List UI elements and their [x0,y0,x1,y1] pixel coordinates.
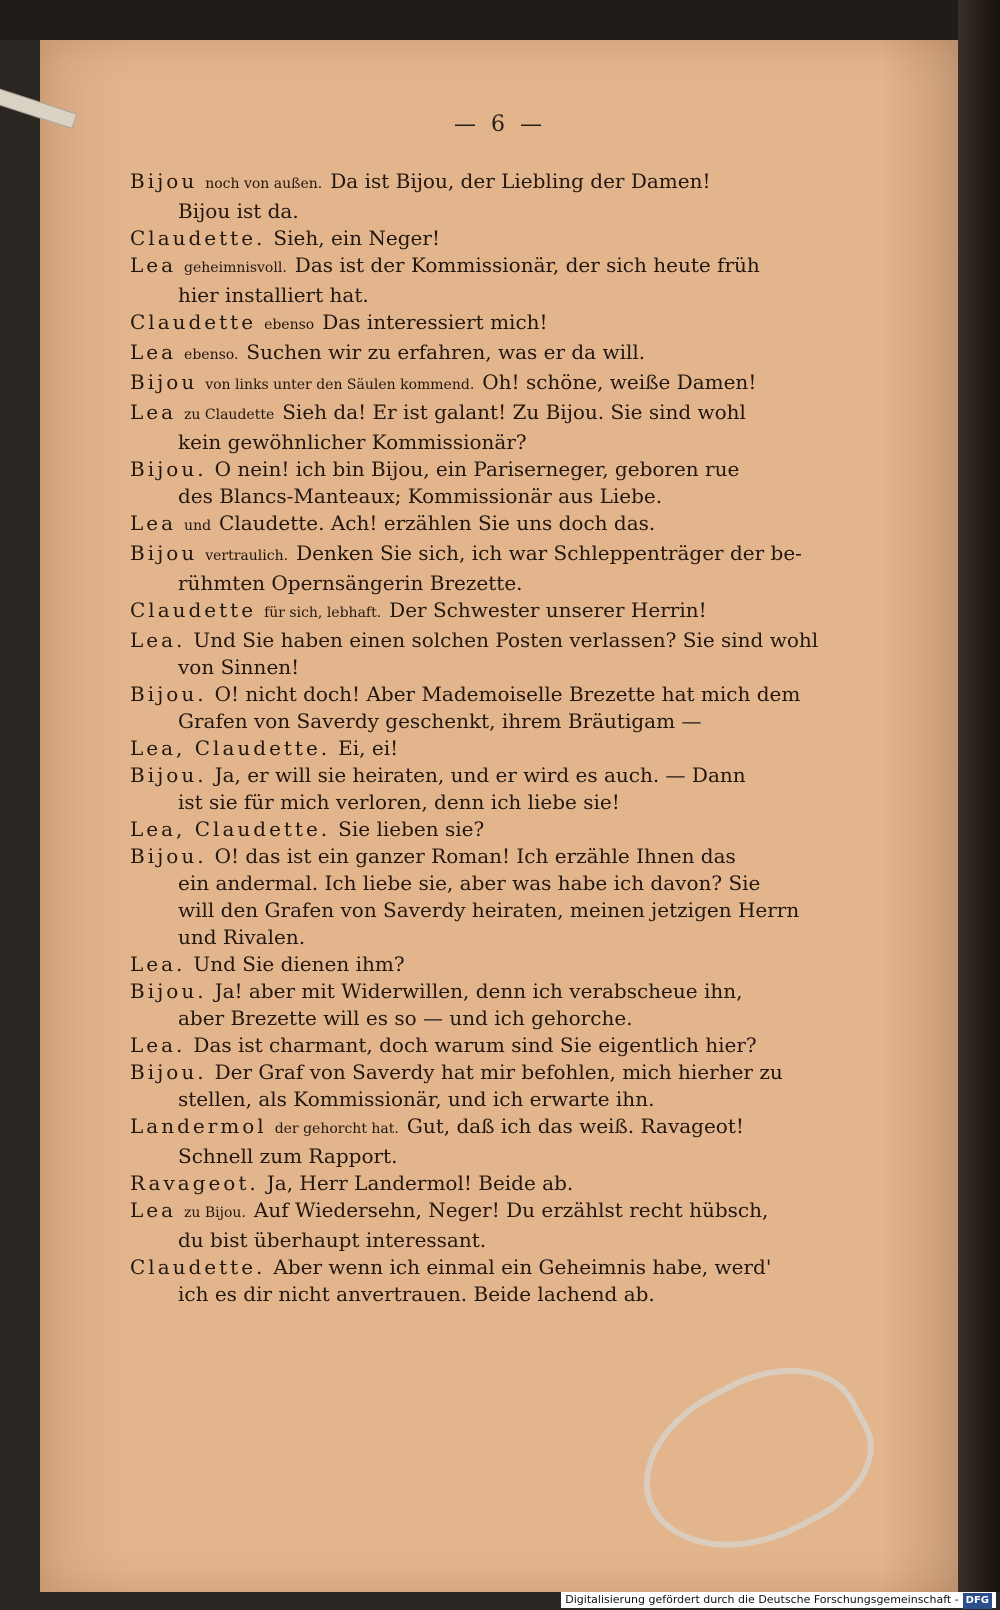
speaker-name: Lea [130,400,177,424]
line-text: des Blancs-Manteaux; Kommissionär aus Liebe. [178,484,663,508]
line-text: Sie lieben sie? [338,817,485,841]
text-line [130,1143,870,1170]
line-text: Sieh da! Er ist galant! Zu Bijou. Sie sind wohl [282,400,746,424]
line-text: Ja, er will sie heiraten, und er wird es auch. — Dann [214,763,746,787]
text-line [130,1227,870,1254]
stage-direction: für sich, lebhaft. [264,605,382,621]
speaker-name: Lea [130,340,177,364]
text-line [130,1005,870,1032]
line-text: Das ist charmant, doch warum sind Sie eigentlich hier? [193,1033,757,1057]
line-text: du bist überhaupt interessant. [178,1228,487,1252]
speaker-name: Lea. [130,952,186,976]
speaker-name: Lea [130,253,177,277]
text-line [130,483,870,510]
text-line [130,978,870,1005]
speaker-name: Lea, Claudette. [130,817,331,841]
speaker-name: Bijou. [130,763,207,787]
line-text: und Rivalen. [178,925,306,949]
line-text: Grafen von Saverdy geschenkt, ihrem Bräutigam — [178,709,702,733]
line-text: Sieh, ein Neger! [273,226,440,250]
stage-direction: noch von außen. [205,176,323,192]
text-line [130,897,870,924]
line-text: Auf Wiedersehn, Neger! Du erzählst recht hübsch, [253,1198,769,1222]
text-line [130,1113,870,1143]
line-text: Schnell zum Rapport. [178,1144,398,1168]
text-line [130,1059,870,1086]
text-line [130,627,870,654]
speaker-name: Bijou [130,169,198,193]
text-line [130,1254,870,1281]
scan-edge-top [0,0,1000,40]
speaker-name: Claudette [130,310,257,334]
speaker-name: Claudette [130,598,257,622]
speaker-name: Lea. [130,628,186,652]
text-line [130,456,870,483]
speaker-name: Ravageot. [130,1171,259,1195]
text-line [130,570,870,597]
text-line [130,225,870,252]
line-text: Das interessiert mich! [322,310,548,334]
speaker-name: Claudette. [130,226,266,250]
text-line [130,789,870,816]
text-line [130,951,870,978]
line-text: rühmten Opernsängerin Brezette. [178,571,523,595]
text-line [130,597,870,627]
line-text: aber Brezette will es so — und ich gehorche. [178,1006,633,1030]
line-text: will den Grafen von Saverdy heiraten, meinen jetzigen Herrn [178,898,800,922]
speaker-name: Lea [130,1198,177,1222]
stage-direction: geheimnisvoll. [184,260,287,276]
text-line [130,1170,870,1197]
text-line [130,924,870,951]
book-gutter [958,0,1000,1592]
stage-direction: und [184,518,212,534]
line-text: Claudette. Ach! erzählen Sie uns doch das. [219,511,656,535]
stage-direction: der gehorcht hat. [274,1121,399,1137]
speaker-name: Bijou. [130,979,207,1003]
stage-direction: zu Bijou. [184,1205,246,1221]
text-line [130,282,870,309]
line-text: ich es dir nicht anvertrauen. Beide lachend ab. [178,1282,655,1306]
speaker-name: Bijou. [130,1060,207,1084]
line-text: kein gewöhnlicher Kommissionär? [178,430,527,454]
text-line [130,1086,870,1113]
line-text: ist sie für mich verloren, denn ich liebe sie! [178,790,620,814]
stage-direction: vertraulich. [205,548,289,564]
text-line [130,762,870,789]
speaker-name: Claudette. [130,1255,266,1279]
line-text: Das ist der Kommissionär, der sich heute früh [294,253,760,277]
text-line [130,843,870,870]
text-line [130,654,870,681]
speaker-name: Bijou [130,370,198,394]
text-line [130,735,870,762]
stage-direction: von links unter den Säulen kommend. [205,377,475,393]
text-line [130,540,870,570]
line-text: O! nicht doch! Aber Mademoiselle Brezette hat mich dem [214,682,801,706]
speaker-name: Bijou. [130,457,207,481]
speaker-name: Lea. [130,1033,186,1057]
line-text: ein andermal. Ich liebe sie, aber was habe ich davon? Sie [178,871,761,895]
text-line [130,1197,870,1227]
text-line [130,708,870,735]
text-line [130,1281,870,1308]
line-text: hier installiert hat. [178,283,369,307]
line-text: Gut, daß ich das weiß. Ravageot! [406,1114,744,1138]
dialogue-text [130,168,870,1308]
line-text: stellen, als Kommissionär, und ich erwarte ihn. [178,1087,655,1111]
speaker-name: Bijou [130,541,198,565]
text-line [130,252,870,282]
speaker-name: Lea, Claudette. [130,736,331,760]
line-text: Der Schwester unserer Herrin! [389,598,707,622]
line-text: Der Graf von Saverdy hat mir befohlen, mich hierher zu [214,1060,783,1084]
text-line [130,816,870,843]
line-text: Da ist Bijou, der Liebling der Damen! [330,169,711,193]
line-text: Oh! schöne, weiße Damen! [482,370,757,394]
footer-credit [561,1592,996,1608]
text-line [130,870,870,897]
speaker-name: Bijou. [130,844,207,868]
line-text: von Sinnen! [178,655,300,679]
text-line [130,1032,870,1059]
speaker-name: Bijou. [130,682,207,706]
text-line [130,681,870,708]
text-line [130,510,870,540]
line-text: O! das ist ein ganzer Roman! Ich erzähle Ihnen das [214,844,736,868]
footer-text: Digitalisierung gefördert durch die Deutsche Forschungsgemeinschaft - [565,1593,959,1606]
line-text: Denken Sie sich, ich war Schleppenträger der be- [296,541,802,565]
text-line [130,309,870,339]
line-text: Aber wenn ich einmal ein Geheimnis habe, werd' [273,1255,772,1279]
line-text: Suchen wir zu erfahren, was er da will. [246,340,646,364]
dfg-logo: DFG [963,1593,992,1609]
text-line [130,198,870,225]
page-number: — 6 — [454,112,546,137]
line-text: Und Sie haben einen solchen Posten verlassen? Sie sind wohl [193,628,819,652]
line-text: Ja! aber mit Widerwillen, denn ich verabscheue ihn, [214,979,743,1003]
stage-direction: ebenso. [184,347,239,363]
stage-direction: ebenso [264,317,315,333]
line-text: Ei, ei! [338,736,399,760]
text-line [130,399,870,429]
stage-direction: zu Claudette [184,407,275,423]
line-text: O nein! ich bin Bijou, ein Pariserneger, geboren rue [214,457,740,481]
text-line [130,369,870,399]
line-text: Bijou ist da. [178,199,299,223]
text-line [130,168,870,198]
line-text: Und Sie dienen ihm? [193,952,405,976]
text-line [130,339,870,369]
text-line [130,429,870,456]
speaker-name: Landermol [130,1114,267,1138]
line-text: Ja, Herr Landermol! Beide ab. [266,1171,574,1195]
speaker-name: Lea [130,511,177,535]
